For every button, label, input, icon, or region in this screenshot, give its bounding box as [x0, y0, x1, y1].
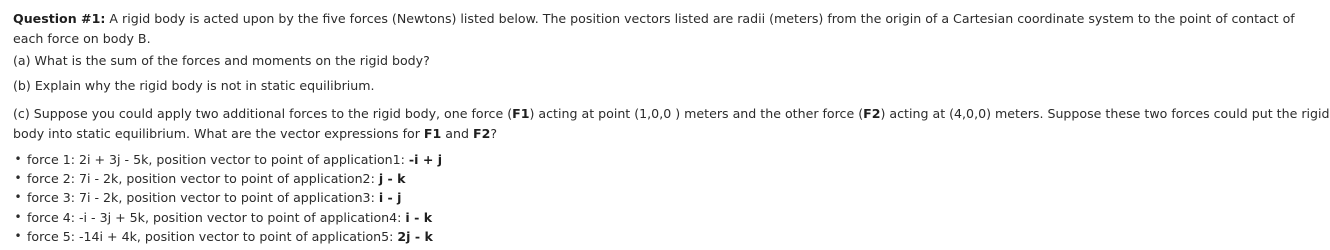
question-label: Question #1:	[13, 11, 106, 26]
question-intro	[13, 9, 1295, 49]
f1-label: F1	[423, 126, 442, 141]
part-c-text: body into static equilibrium. What are the vector expressions for	[13, 126, 424, 141]
part-b: (b) Explain why the rigid body is not in static equilibrium.	[13, 78, 375, 93]
question-intro-line-2: each force on body B.	[13, 31, 151, 46]
f2-label: F2	[863, 106, 881, 121]
bullet-icon: •	[14, 152, 22, 166]
part-c-text: (c) Suppose you could apply two additional forces to the rigid body, one force (	[13, 106, 513, 121]
force-list	[13, 150, 442, 246]
part-c-text: ) acting at point (1,0,0 ) meters and the other force (	[529, 106, 864, 121]
position-vector: 2j - k	[397, 228, 433, 244]
part-c-text: ?	[490, 126, 498, 141]
force-description: force 5: -14i + 4k, position vector to point of application5:	[27, 228, 398, 244]
bullet-icon: •	[14, 171, 22, 186]
force-description: force 1: 2i + 3j - 5k, position vector to point of application1:	[27, 152, 409, 167]
f2-label: F2	[472, 126, 491, 141]
position-vector: i - k	[405, 209, 433, 225]
part-a: (a) What is the sum of the forces and moments on the rigid body?	[13, 53, 430, 68]
force-description: force 4: -i - 3j + 5k, position vector to point of application4:	[27, 209, 406, 225]
force-description: force 2: 7i - 2k, position vector to point of application2:	[27, 171, 379, 187]
bullet-icon: •	[14, 228, 22, 243]
part-c	[13, 104, 1330, 144]
force-list-item	[13, 188, 442, 207]
force-list-item	[13, 227, 442, 246]
f1-label: F1	[512, 106, 530, 121]
question-intro-text: A rigid body is acted upon by the five forces (Newtons) listed below. The position vectors listed are radii (meters) from the origin of a Cartesian coordinate system to the point of contact of	[105, 11, 1295, 26]
force-list-item	[13, 150, 442, 169]
part-c-line-2	[13, 124, 1193, 144]
question-intro-line-1	[13, 9, 1295, 29]
bullet-icon: •	[14, 209, 22, 224]
force-list-item	[13, 169, 442, 188]
part-c-line-1	[13, 104, 1330, 124]
part-c-text: and	[441, 126, 473, 141]
position-vector: i - j	[378, 190, 402, 206]
force-description: force 3: 7i - 2k, position vector to point of application3:	[27, 190, 379, 206]
bullet-icon: •	[14, 190, 22, 205]
part-c-text: ) acting at (4,0,0) meters. Suppose these two forces could put the rigid	[880, 106, 1330, 121]
force-list-item	[13, 208, 442, 227]
position-vector: -i + j	[408, 152, 443, 167]
position-vector: j - k	[378, 171, 406, 187]
